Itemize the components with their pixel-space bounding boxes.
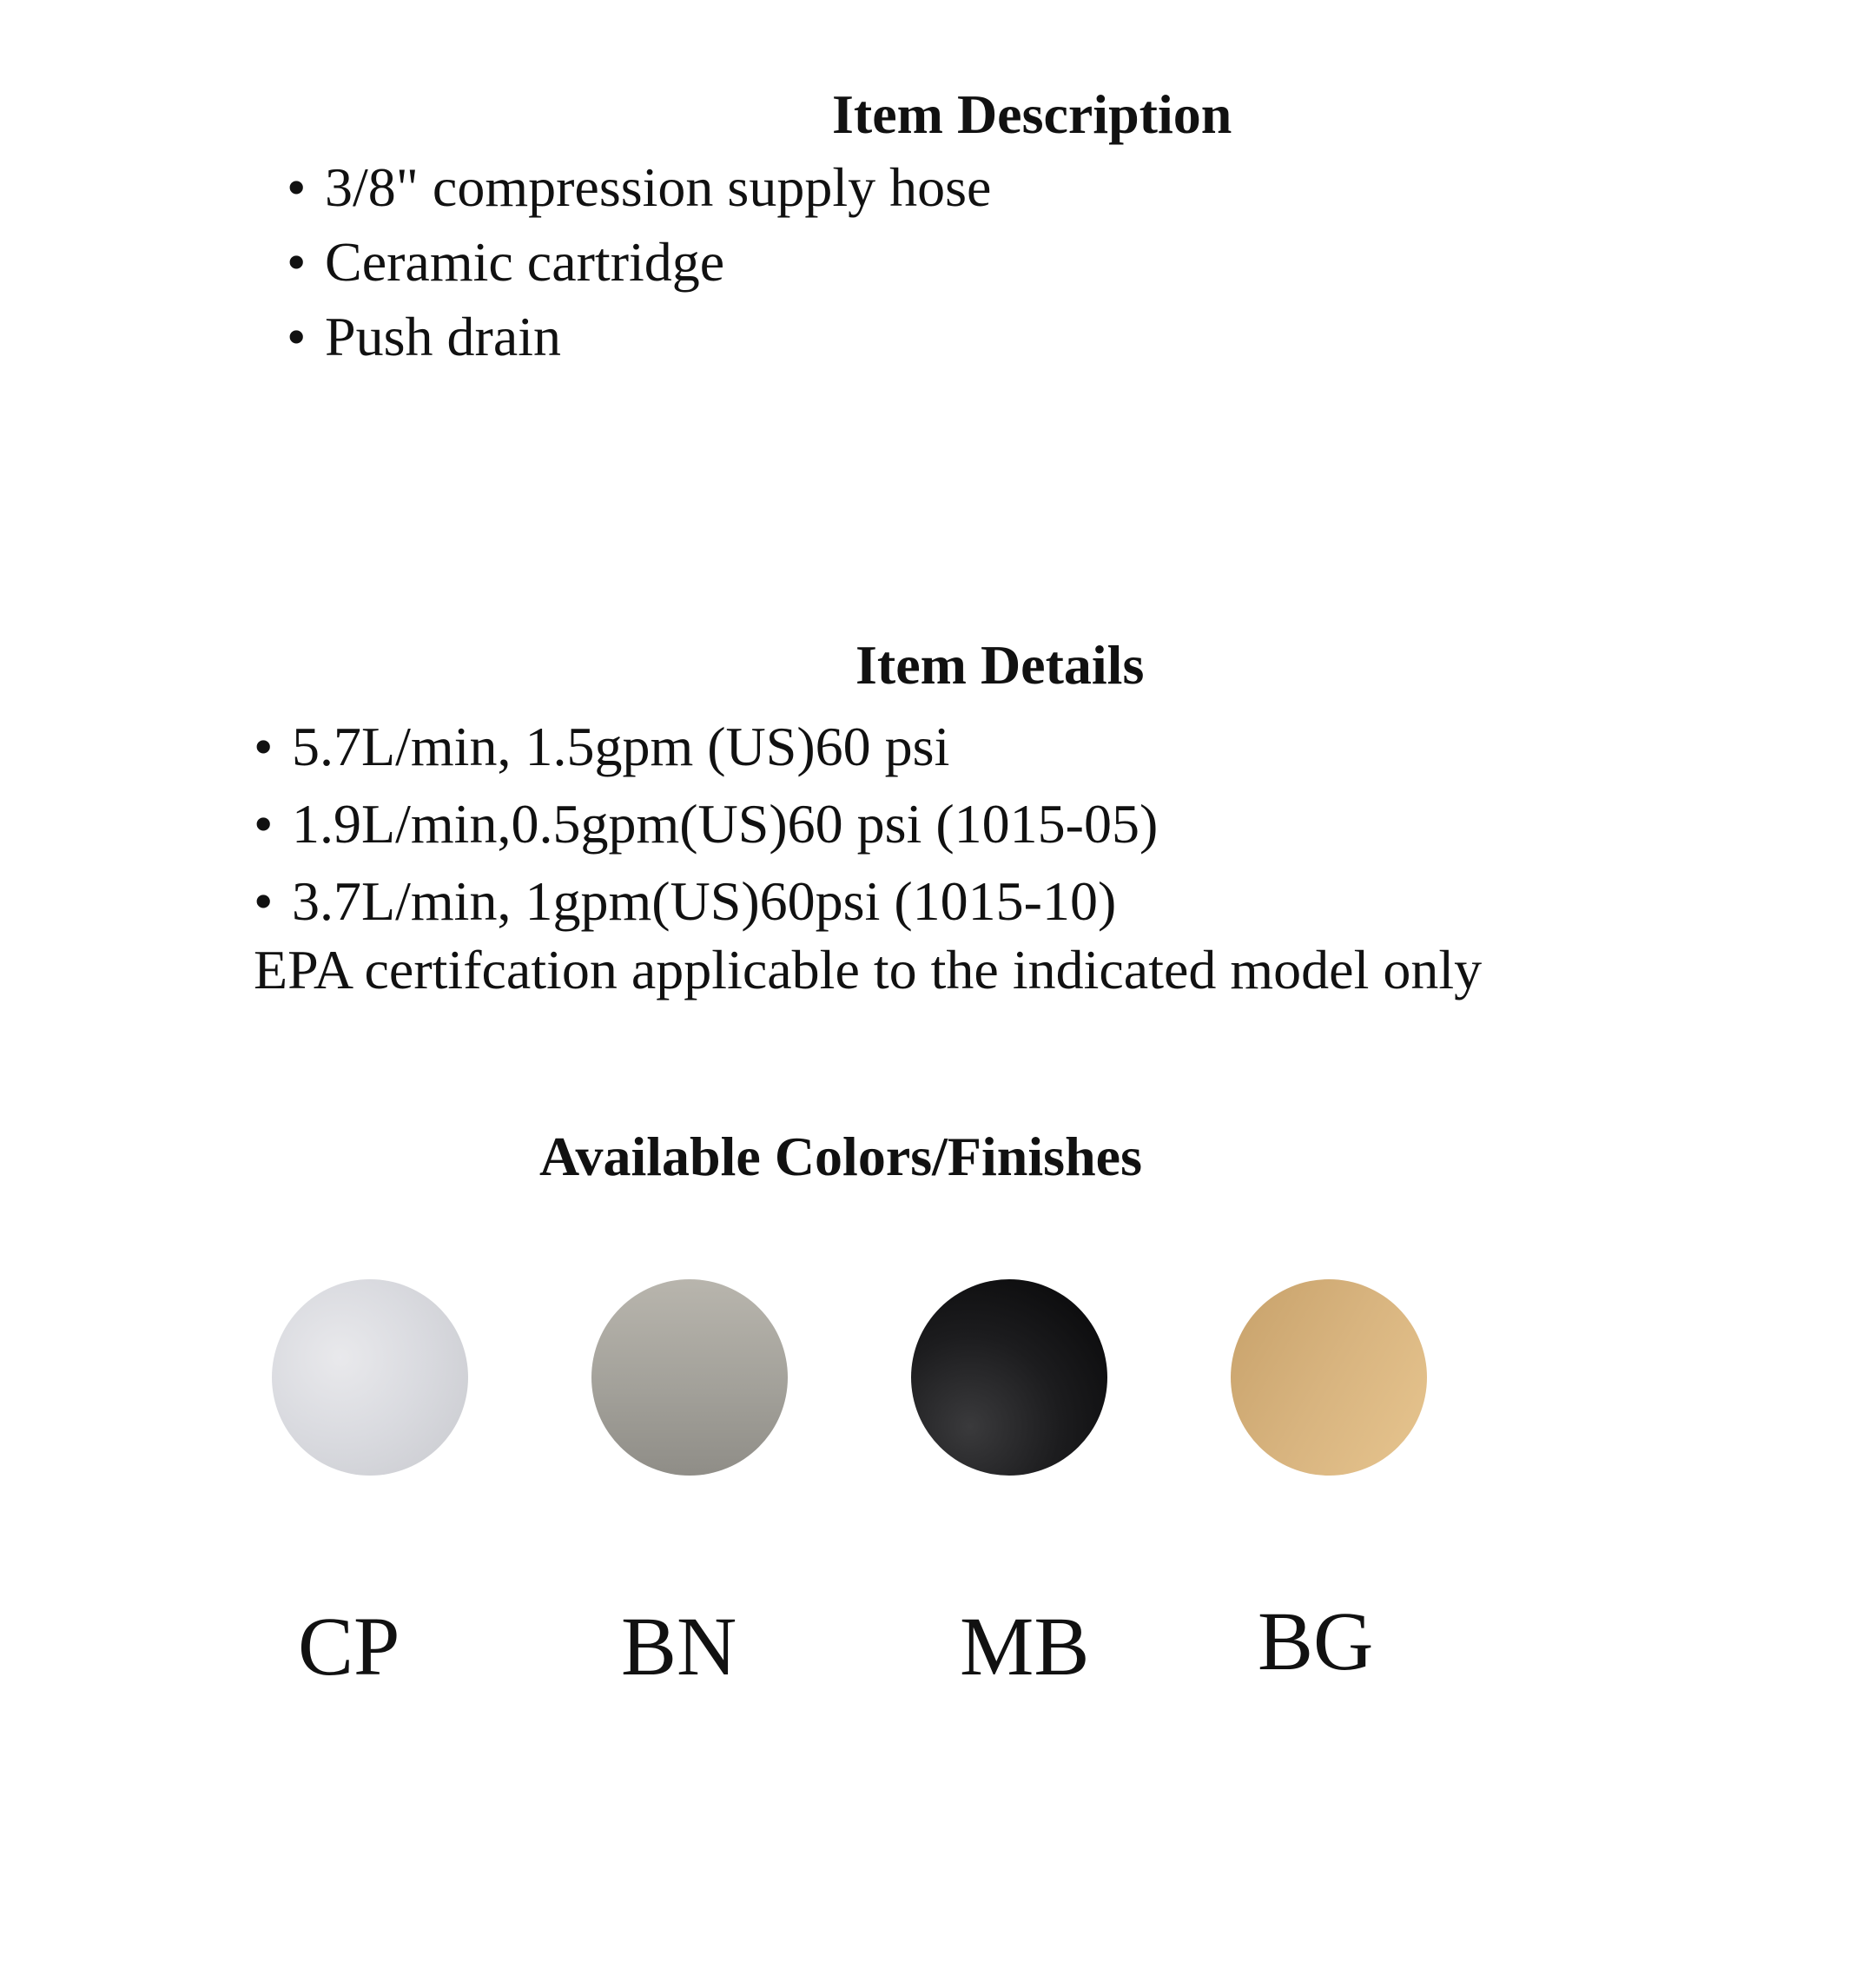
finish-swatch-bg [1231,1279,1427,1476]
finish-code-mb: MB [960,1600,1090,1693]
finish-swatch-mb [911,1279,1107,1476]
item-details-list [254,708,1158,940]
list-item: • 3/8" compression supply hose [287,150,991,225]
item-description-list [287,150,991,374]
available-finishes-heading: Available Colors/Finishes [539,1126,1142,1187]
finish-code-cp: CP [298,1600,400,1693]
epa-certification-note: EPA certifcation applicable to the indicated model only [254,939,1483,1000]
list-item: • 3.7L/min, 1gpm(US)60psi (1015-10) [254,862,1158,940]
list-item: • 5.7L/min, 1.5gpm (US)60 psi [254,708,1158,785]
item-details-heading: Item Details [855,634,1145,696]
finish-code-bg: BG [1258,1595,1374,1687]
finish-swatch-cp [272,1279,468,1476]
finish-swatch-bn [591,1279,788,1476]
list-item: • Ceramic cartridge [287,225,991,300]
list-item: • Push drain [287,300,991,374]
list-item: • 1.9L/min,0.5gpm(US)60 psi (1015-05) [254,785,1158,862]
item-description-heading: Item Description [832,83,1232,145]
finish-code-bn: BN [621,1600,737,1693]
